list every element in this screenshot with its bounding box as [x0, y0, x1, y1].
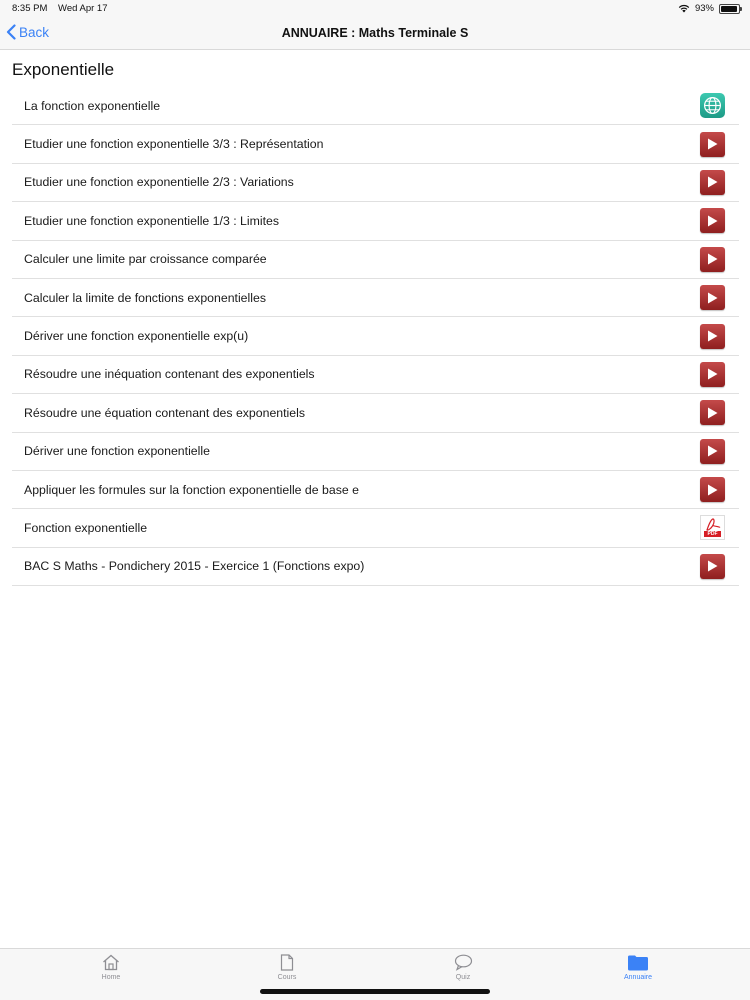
list-item[interactable] [12, 433, 739, 471]
list-item-label: Résoudre une inéquation contenant des exponentiels [24, 367, 315, 382]
video-play-icon [700, 247, 725, 272]
tab-home[interactable] [71, 954, 151, 981]
list-item[interactable] [12, 356, 739, 394]
pdf-icon [700, 515, 725, 540]
list-item[interactable] [12, 471, 739, 509]
list-item-label: Dériver une fonction exponentielle [24, 444, 210, 459]
list-item[interactable] [12, 202, 739, 240]
video-play-icon [700, 477, 725, 502]
list-item-label: Appliquer les formules sur la fonction exponentielle de base e [24, 482, 359, 497]
list-item[interactable] [12, 241, 739, 279]
list-item[interactable] [12, 279, 739, 317]
video-play-icon [700, 400, 725, 425]
list-item-label: BAC S Maths - Pondichery 2015 - Exercice 1 (Fonctions expo) [24, 559, 365, 574]
back-button-label: Back [19, 24, 50, 40]
tab-cours-label: Cours [277, 974, 297, 981]
tab-quiz-label: Quiz [455, 974, 471, 981]
battery-percent: 93% [694, 3, 714, 14]
list-item-label: Etudier une fonction exponentielle 1/3 : Limites [24, 213, 279, 228]
status-left [12, 3, 116, 14]
list-item-label: Résoudre une équation contenant des exponentiels [24, 405, 305, 420]
page-title: ANNUAIRE : Maths Terminale S [281, 26, 469, 40]
list-item[interactable] [12, 164, 739, 202]
chevron-left-icon [6, 24, 16, 40]
section-title: Exponentielle [12, 60, 115, 79]
tab-cours[interactable] [247, 954, 327, 981]
tab-annuaire-label: Annuaire [623, 974, 653, 981]
status-time: 8:35 PM [12, 3, 48, 14]
status-date: Wed Apr 17 [58, 3, 108, 14]
list-item[interactable] [12, 394, 739, 432]
video-play-icon [700, 324, 725, 349]
navigation-bar [0, 18, 750, 50]
list-item-label: Fonction exponentielle [24, 520, 148, 535]
list-item-label: Etudier une fonction exponentielle 3/3 : Représentation [24, 137, 324, 152]
tab-bar [0, 948, 750, 1000]
status-bar [0, 0, 750, 18]
video-play-icon [700, 362, 725, 387]
document-icon [280, 954, 294, 971]
home-icon [102, 954, 120, 971]
wifi-icon [678, 4, 690, 13]
list-item[interactable] [12, 87, 739, 125]
resource-list [12, 87, 739, 586]
list-item-label: Dériver une fonction exponentielle exp(u) [24, 329, 249, 344]
video-play-icon [700, 208, 725, 233]
video-play-icon [700, 285, 725, 310]
globe-icon [700, 93, 725, 118]
video-play-icon [700, 554, 725, 579]
battery-icon [719, 4, 740, 14]
video-play-icon [700, 439, 725, 464]
video-play-icon [700, 132, 725, 157]
list-item[interactable] [12, 548, 739, 586]
folder-icon [627, 954, 649, 971]
back-button[interactable] [6, 24, 49, 40]
list-item[interactable] [12, 509, 739, 547]
tab-annuaire[interactable] [598, 954, 678, 981]
battery-fill [721, 6, 737, 12]
list-item-label: Calculer la limite de fonctions exponentielles [24, 290, 266, 305]
status-right [678, 3, 740, 14]
speech-bubble-icon [454, 954, 473, 971]
list-item-label: Etudier une fonction exponentielle 2/3 : Variations [24, 175, 294, 190]
list-item[interactable] [12, 125, 739, 163]
list-item-label: La fonction exponentielle [24, 98, 161, 113]
tab-home-label: Home [101, 974, 121, 981]
video-play-icon [700, 170, 725, 195]
home-indicator [260, 989, 490, 994]
list-item-label: Calculer une limite par croissance comparée [24, 252, 267, 267]
tab-quiz[interactable] [423, 954, 503, 981]
list-item[interactable] [12, 317, 739, 355]
pdf-tag: PDF [704, 531, 721, 537]
